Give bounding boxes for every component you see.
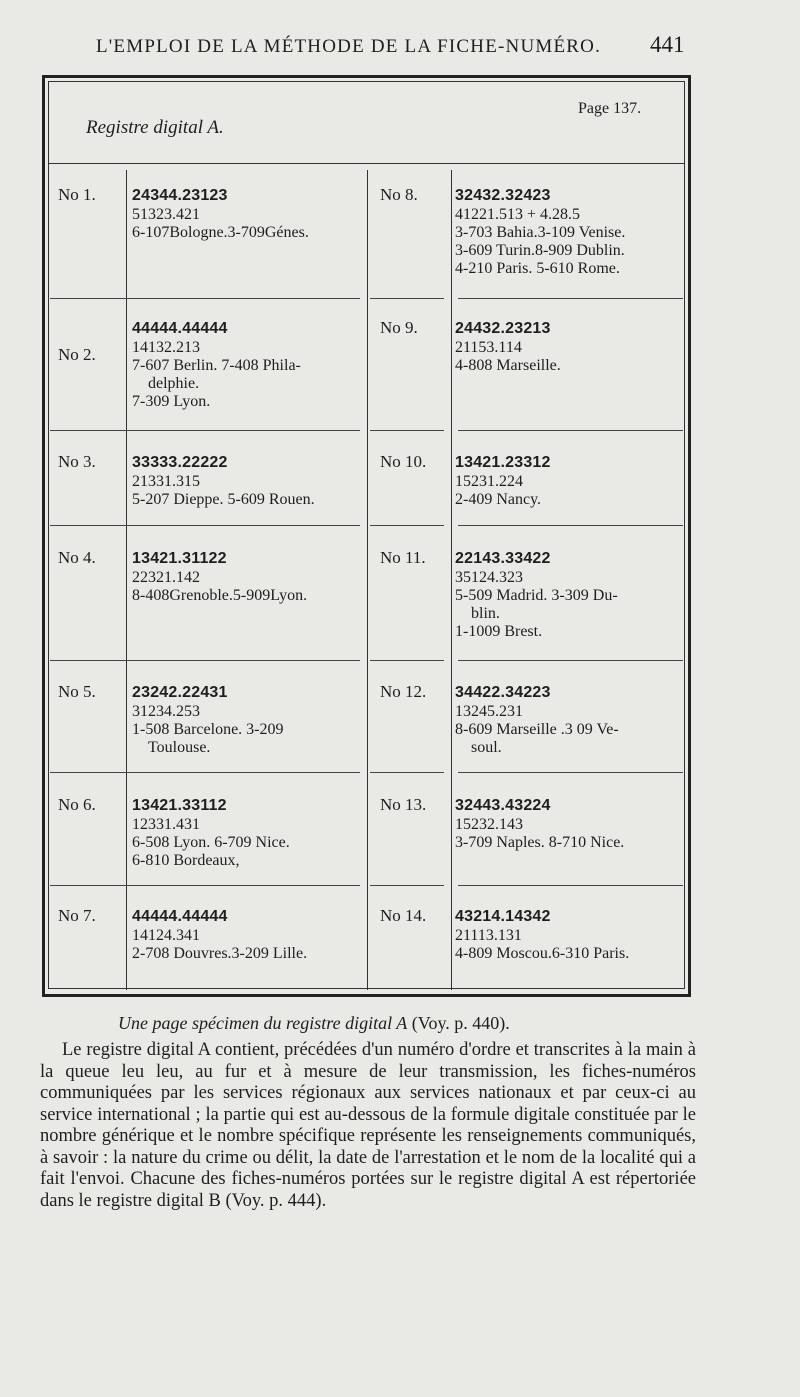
row-rule	[135, 885, 360, 886]
row-rule	[370, 885, 444, 886]
entry-detail-line: 4-808 Marseille.	[455, 357, 561, 374]
entry-fingerprint-number: 44444.44444	[132, 908, 228, 925]
row-rule	[458, 525, 683, 526]
entry-fingerprint-number: 13421.33112	[132, 797, 227, 814]
entry-detail-line: soul.	[471, 739, 502, 756]
entry-detail-line: 1-508 Barcelone. 3-209	[132, 721, 284, 738]
entry-detail-line: 7-309 Lyon.	[132, 393, 211, 410]
entry-label: No 7.	[58, 906, 96, 925]
entry-label: No 1.	[58, 185, 96, 204]
entry-detail-line: 3-609 Turin.8-909 Dublin.	[455, 242, 625, 259]
entry-label: No 5.	[58, 682, 96, 701]
row-rule	[370, 430, 444, 431]
entry-detail-line: 6-508 Lyon. 6-709 Nice.	[132, 834, 290, 851]
row-rule	[370, 298, 444, 299]
body-paragraph	[40, 1040, 696, 1212]
entry-label: No 11.	[380, 548, 426, 567]
page-header	[0, 28, 800, 68]
entry-fingerprint-number: 13421.23312	[455, 454, 551, 471]
entry-detail-line: Toulouse.	[148, 739, 211, 756]
entry-detail-line: 51323.421	[132, 206, 200, 223]
entry-label: No 4.	[58, 548, 96, 567]
entry-detail-line: 12331.431	[132, 816, 200, 833]
entry-detail-line: 8-408Grenoble.5-909Lyon.	[132, 587, 308, 604]
entry-detail-line: delphie.	[148, 375, 200, 392]
entry-fingerprint-number: 34422.34223	[455, 684, 551, 701]
entry-detail-line: 7-607 Berlin. 7-408 Phila-	[132, 357, 301, 374]
entry-label: No 13.	[380, 795, 427, 814]
entry-fingerprint-number: 43214.14342	[455, 908, 551, 925]
entry-fingerprint-number: 24344.23123	[132, 187, 228, 204]
column-divider	[367, 170, 368, 990]
entry-detail-line: 21331.315	[132, 473, 200, 490]
entry-detail-line: 35124.323	[455, 569, 523, 586]
entry-label: No 3.	[58, 452, 96, 471]
row-rule	[370, 525, 444, 526]
register-title: Registre digital A.	[86, 117, 224, 138]
row-rule	[458, 772, 683, 773]
header-rule	[48, 163, 685, 164]
entry-detail-line: 2-409 Nancy.	[455, 491, 542, 508]
caption-rest: (Voy. p. 440).	[407, 1013, 510, 1033]
entry-fingerprint-number: 22143.33422	[455, 550, 551, 567]
entry-fingerprint-number: 23242.22431	[132, 684, 228, 701]
entry-label: No 14.	[380, 906, 427, 925]
entry-detail-line: 4-210 Paris. 5-610 Rome.	[455, 260, 620, 277]
row-rule	[135, 525, 360, 526]
entry-detail-line: 15231.224	[455, 473, 523, 490]
entry-detail-line: 14124.341	[132, 927, 200, 944]
entry-fingerprint-number: 44444.44444	[132, 320, 228, 337]
entry-fingerprint-number: 33333.22222	[132, 454, 228, 471]
entry-label: No 9.	[380, 318, 418, 337]
row-rule	[458, 885, 683, 886]
entry-detail-line: 3-709 Naples. 8-710 Nice.	[455, 834, 625, 851]
entry-fingerprint-number: 32432.32423	[455, 187, 551, 204]
entry-detail-line: 22321.142	[132, 569, 200, 586]
entry-label: No 6.	[58, 795, 96, 814]
entry-detail-line: 41221.513 + 4.28.5	[455, 206, 581, 223]
column-divider	[126, 170, 127, 990]
entry-detail-line: 21153.114	[455, 339, 522, 356]
entry-detail-line: 4-809 Moscou.6-310 Paris.	[455, 945, 630, 962]
entry-label: No 12.	[380, 682, 427, 701]
row-rule	[135, 430, 360, 431]
entry-label: No 10.	[380, 452, 427, 471]
entry-fingerprint-number: 13421.31122	[132, 550, 227, 567]
entry-detail-line: 8-609 Marseille .3 09 Ve-	[455, 721, 619, 738]
entry-detail-line: 14132.213	[132, 339, 200, 356]
row-rule	[458, 298, 683, 299]
entry-detail-line: 3-703 Bahia.3-109 Venise.	[455, 224, 626, 241]
entry-detail-line: blin.	[471, 605, 500, 622]
figure-caption	[118, 1013, 510, 1034]
row-rule	[370, 772, 444, 773]
caption-italic: Une page spécimen du registre digital A	[118, 1013, 408, 1033]
entry-detail-line: 6-107Bologne.3-709Génes.	[132, 224, 309, 241]
entry-detail-line: 6-810 Bordeaux,	[132, 852, 240, 869]
row-rule	[458, 660, 683, 661]
row-rule	[370, 660, 444, 661]
running-title: L'EMPLOI DE LA MÉTHODE DE LA FICHE-NUMÉRO.	[96, 36, 602, 57]
entry-detail-line: 15232.143	[455, 816, 523, 833]
entry-fingerprint-number: 32443.43224	[455, 797, 551, 814]
register-page-label: Page 137.	[578, 100, 642, 117]
paragraph-text: Le registre digital A contient, précédées d'un numéro d'ordre et transcrites à la main à la queue leu leu, au fur et à mesure de leur transmission, les fiches-numéros communiquées par les services régionaux aux services nationaux et par ceux-ci au service international ; la partie qui est au-dessous de la formule digitale constituée par le nombre générique et le nombre spécifique représente les renseignements communiqués, à savoir : la nature du crime ou délit, la date de l'arrestation et le nom de la localité qui a fait l'envoi. Chacune des fiches-numéros portées sur le registre digital A est répertoriée dans le registre digital B (Voy. p. 444).	[40, 1040, 696, 1211]
entry-detail-line: 5-509 Madrid. 3-309 Du-	[455, 587, 618, 604]
row-rule	[458, 430, 683, 431]
entry-detail-line: 21113.131	[455, 927, 522, 944]
row-rule	[135, 660, 360, 661]
entry-detail-line: 13245.231	[455, 703, 523, 720]
entry-detail-line: 5-207 Dieppe. 5-609 Rouen.	[132, 491, 315, 508]
entry-label: No 2.	[58, 345, 96, 364]
row-rule	[135, 298, 360, 299]
entry-detail-line: 31234.253	[132, 703, 200, 720]
page-number: 441	[650, 32, 685, 57]
entry-label: No 8.	[380, 185, 418, 204]
entry-fingerprint-number: 24432.23213	[455, 320, 551, 337]
entry-detail-line: 2-708 Douvres.3-209 Lille.	[132, 945, 308, 962]
row-rule	[135, 772, 360, 773]
entry-detail-line: 1-1009 Brest.	[455, 623, 543, 640]
column-divider	[451, 170, 452, 990]
